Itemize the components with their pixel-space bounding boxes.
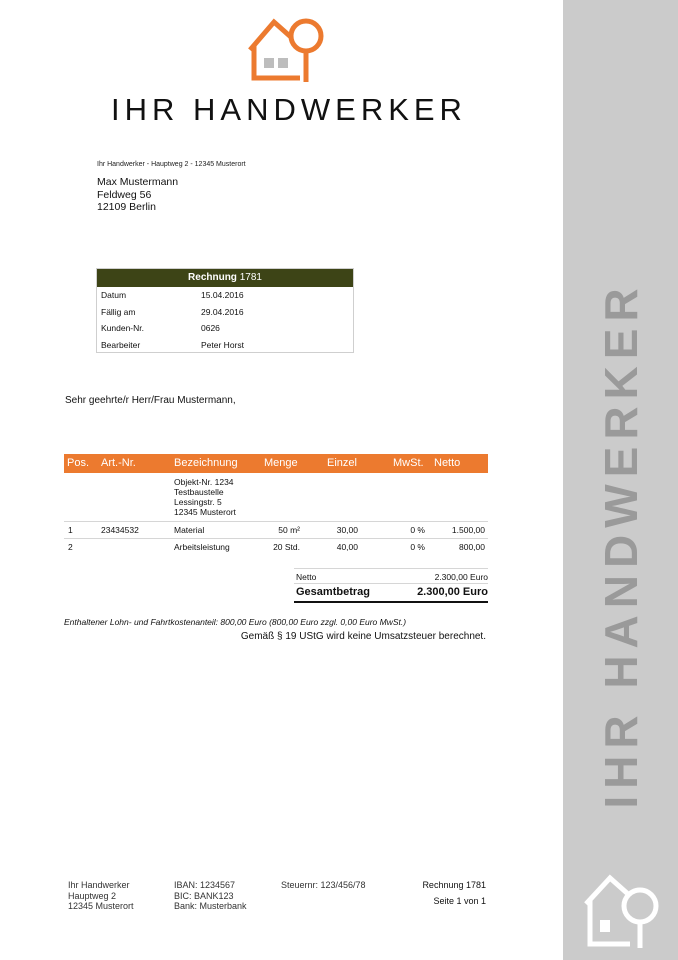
info-label: Datum [101,290,127,300]
col-einzel: Einzel [327,457,357,469]
cell-pos: 2 [68,542,73,552]
recipient-street: Feldweg 56 [97,188,152,201]
recipient-address [97,176,178,214]
info-row-kunden-nr [97,320,353,337]
totals-divider [294,568,488,569]
cell-bezeichnung: Material [174,525,205,535]
sidebar-brand-text: IHR HANDWERKER [595,281,647,809]
col-art-nr: Art.-Nr. [101,457,136,469]
footer-page-info [422,880,486,906]
netto-label: Netto [296,572,317,582]
object-line: Objekt-Nr. 1234 [174,477,234,487]
object-line: Lessingstr. 5 [174,497,222,507]
cell-mwst: 0 % [410,525,425,535]
info-label: Fällig am [101,306,136,317]
salutation: Sehr geehrte/r Herr/Frau Mustermann, [65,395,236,406]
info-value: 0626 [201,323,220,333]
row-divider [64,521,488,522]
totals-underline [294,601,488,603]
recipient-name: Max Mustermann [97,176,179,188]
gesamt-value: 2.300,00 Euro [417,586,488,598]
items-table-header [64,454,488,473]
cell-bezeichnung: Arbeitsleistung [174,542,230,552]
col-bezeichnung: Bezeichnung [174,457,238,469]
footer-tax [281,880,366,891]
col-mwst: MwSt. [393,457,424,469]
ustg-note: Gemäß § 19 UStG wird keine Umsatzsteuer berechnet. [240,631,486,642]
invoice-info-box [96,268,354,353]
footer-line: 12345 Musterort [68,901,134,911]
cell-menge: 20 Std. [273,542,300,552]
footer-line: IBAN: 1234567 [174,880,236,890]
footer-line: Bank: Musterbank [174,901,247,911]
footer-line: BIC: BANK123 [174,890,234,901]
invoice-number: 1781 [239,272,262,283]
cell-menge: 50 m² [278,525,300,535]
cell-netto: 800,00 [459,542,485,552]
recipient-city: 12109 Berlin [97,201,156,213]
info-row-datum [97,287,353,304]
object-description [174,477,236,517]
info-row-bearbeiter [97,337,353,354]
gesamt-label: Gesamtbetrag [296,586,370,598]
invoice-info-header [97,269,353,287]
col-pos: Pos. [67,457,90,469]
info-value: 15.04.2016 [201,290,244,300]
brand-name: IHR HANDWERKER [111,92,467,127]
col-menge: Menge [264,457,298,469]
sidebar-house-tree-icon [582,870,664,950]
netto-value: 2.300,00 Euro [434,572,488,582]
footer-page-number: Seite 1 von 1 [433,895,486,906]
object-line: 12345 Musterort [174,507,236,517]
sender-line: Ihr Handwerker - Hauptweg 2 - 12345 Musterort [97,161,246,168]
info-value: 29.04.2016 [201,306,244,317]
cell-pos: 1 [68,525,73,535]
info-label: Kunden-Nr. [101,323,144,333]
totals-divider [294,583,488,584]
invoice-title: Rechnung [188,272,237,283]
footer-bank [174,880,247,912]
cell-mwst: 0 % [410,542,425,552]
info-label: Bearbeiter [101,339,141,350]
footer-address [68,880,134,912]
info-row-faellig [97,304,353,321]
lohn-note: Enthaltener Lohn- und Fahrtkostenanteil: 800,00 Euro (800,00 Euro zzgl. 0,00 Euro MwSt.) [64,617,407,627]
col-netto: Netto [434,457,461,469]
cell-netto: 1.500,00 [451,525,485,535]
footer-invoice-ref: Rechnung 1781 [422,880,486,890]
house-tree-logo-icon [248,16,328,84]
footer-line: Hauptweg 2 [68,890,117,901]
row-divider [64,538,488,539]
footer-line: Steuernr: 123/456/78 [281,880,366,890]
object-line: Testbaustelle [174,487,224,497]
info-value: Peter Horst [201,339,244,350]
footer-line: Ihr Handwerker [68,880,130,890]
cell-einzel: 40,00 [336,542,358,552]
cell-art-nr: 23434532 [101,525,139,535]
cell-einzel: 30,00 [336,525,358,535]
